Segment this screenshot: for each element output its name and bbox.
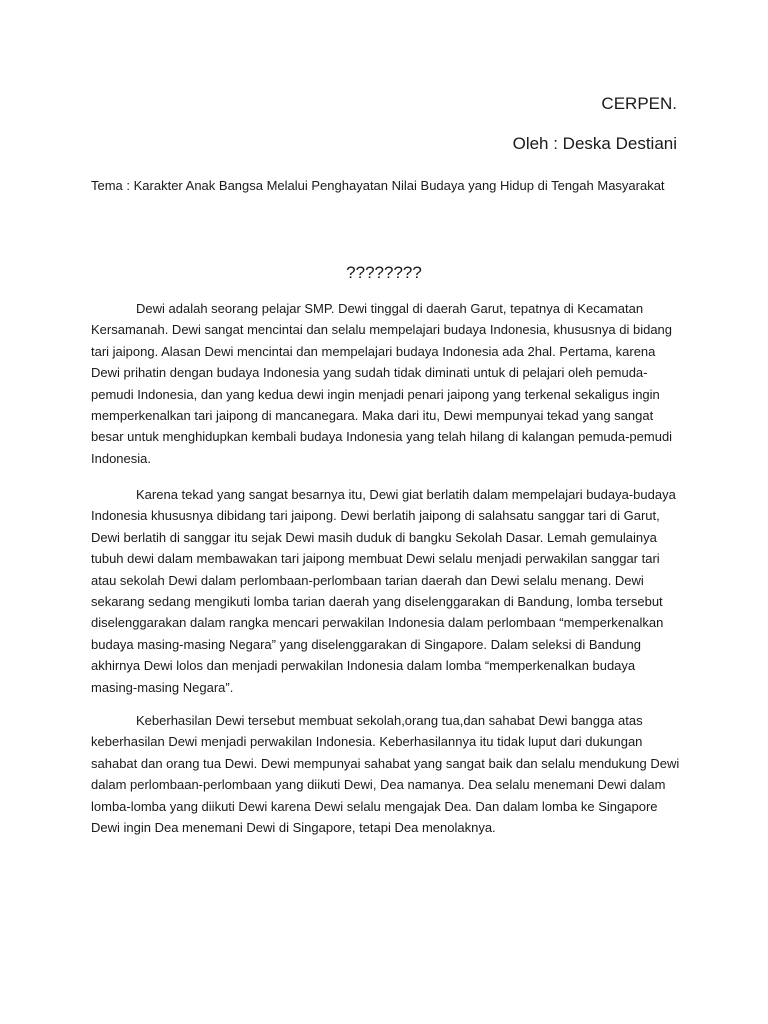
paragraph: Keberhasilan Dewi tersebut membuat sekolah,orang tua,dan sahabat Dewi bangga atas keberhasilan Dewi menjadi perwakilan Indonesia. Keberhasilannya itu tidak luput dari dukungan sahabat dan orang tua Dewi. Dewi mempunyai sahabat yang sangat baik dan selalu mendukung Dewi dalam perlombaan-perlombaan yang diikuti Dewi, Dea namanya. Dea selalu menemani Dewi dalam lomba-lomba yang diikuti Dewi karena Dewi selalu mengajak Dea. Dan dalam lomba ke Singapore Dewi ingin Dea menemani Dewi di Singapore, tetapi Dea menolaknya.	[91, 713, 680, 836]
paragraph-block-3	[91, 710, 681, 838]
document-title: CERPEN.	[601, 94, 677, 113]
theme-line: Tema : Karakter Anak Bangsa Melalui Penghayatan Nilai Budaya yang Hidup di Tengah Masyarakat	[91, 178, 665, 193]
paragraph-block-2	[91, 484, 681, 698]
paragraph-block-1	[91, 298, 681, 469]
story-subtitle: ????????	[346, 263, 422, 282]
paragraph: Karena tekad yang sangat besarnya itu, Dewi giat berlatih dalam mempelajari budaya-budaya Indonesia khususnya dibidang tari jaipong. Dewi berlatih jaipong di salahsatu sanggar tari di Garut, Dewi berlatih di sanggar itu sejak Dewi masih duduk di bangku Sekolah Dasar. Lemah gemulainya tubuh dewi dalam membawakan tari jaipong membuat Dewi selalu menjadi perwakilan sanggar tari atau sekolah Dewi dalam perlombaan-perlombaan tarian daerah dan Dewi selalu menang. Dewi sekarang sedang mengikuti lomba tarian daerah yang diselenggarakan di Bandung, lomba tersebut diselenggarakan dalam rangka mencari perwakilan Indonesia dalam perlombaan “memperkenalkan budaya masing-masing Negara” yang diselenggarakan di Singapore. Dalam seleksi di Bandung akhirnya Dewi lolos dan menjadi perwakilan Indonesia dalam lomba “memperkenalkan budaya masing-masing Negara”.	[91, 487, 676, 695]
paragraph: Dewi adalah seorang pelajar SMP. Dewi tinggal di daerah Garut, tepatnya di Kecamatan Kersamanah. Dewi sangat mencintai dan selalu mempelajari budaya Indonesia, khususnya di bidang tari jaipong. Alasan Dewi mencintai dan mempelajari budaya Indonesia ada 2hal. Pertama, karena Dewi prihatin dengan budaya Indonesia yang sudah tidak diminati untuk di pelajari oleh pemuda-pemudi Indonesia, dan yang kedua dewi ingin menjadi penari jaipong yang terkenal sekaligus ingin memperkenalkan tari jaipong di mancanegara. Maka dari itu, Dewi mempunyai tekad yang sangat besar untuk menghidupkan kembali budaya Indonesia yang telah hilang di kalangan pemuda-pemudi Indonesia.	[91, 301, 673, 466]
author-line: Oleh : Deska Destiani	[512, 134, 677, 153]
